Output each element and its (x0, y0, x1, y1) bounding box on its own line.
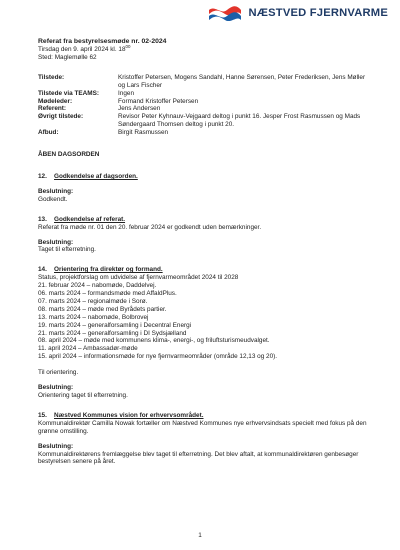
list-item: 08. marts 2024 – møde med Byrådets partier. (38, 305, 167, 313)
section-13-heading (38, 216, 368, 224)
attendance-value: Jens Andersen (118, 105, 161, 113)
attendance-value: Kristoffer Petersen, Mogens Sandahl, Hanne Sørensen, Peter Frederiksen, Jens Møller og Lars Fischer (118, 73, 366, 89)
meeting-date-line (38, 43, 368, 54)
meeting-place: Sted: Maglemølle 62 (38, 53, 97, 61)
company-name: NÆSTVED FJERNVARME (248, 7, 388, 20)
section-body: Kommunaldirektør Camilla Nowak fortæller om Næstved Kommunes nye erhvervsindsats specielt med fokus på den grønne omstilling. (38, 419, 367, 435)
attendance-value: Birgit Rasmussen (118, 129, 169, 137)
page-number: 1 (198, 532, 202, 539)
attendance-label: Referent: (38, 105, 67, 113)
attendance-label: Øvrigt tilstede: (38, 113, 84, 121)
wave-logo-icon (208, 6, 242, 22)
section-title: Orientering fra direktør og formand. (54, 266, 163, 274)
decision-label: Beslutning: (38, 238, 74, 246)
list-item: 19. marts 2024 – generalforsamling i Decentral Energi (38, 321, 192, 329)
list-item: 08. april 2024 – møde med kommunens klima-, energi-, og friluftsturismeudvalget. (38, 337, 270, 345)
section-number: 12. (38, 172, 47, 180)
decision-label: Beslutning: (38, 384, 74, 392)
section-title: Godkendelse af referat. (54, 215, 126, 223)
list-item: Status, projektforslag om udvidelse af fjernvarmeområdet 2024 til 2028 (38, 274, 239, 282)
attendance-block (38, 74, 368, 137)
section-title: Godkendelse af dagsorden. (54, 172, 138, 180)
open-agenda-heading: ÅBEN DAGSORDEN (38, 151, 100, 159)
attendance-row-absent (38, 129, 368, 137)
section-title: Næstved Kommunes vision for erhvervsområdet. (54, 411, 204, 419)
decision-label: Beslutning: (38, 187, 74, 195)
attendance-row-teams (38, 90, 368, 98)
section-15-heading (38, 412, 368, 420)
attendance-label: Tilstede via TEAMS: (38, 89, 99, 97)
list-item: 11. april 2024 – Ambassadør-møde (38, 345, 138, 353)
document-title: Referat fra bestyrelsesmøde nr. 02-2024 (38, 38, 167, 45)
section-body: Referat fra møde nr. 01 den 20. februar 2024 er godkendt uden bemærkninger. (38, 223, 262, 231)
attendance-label: Tilstede: (38, 73, 65, 81)
section-number: 14. (38, 266, 47, 274)
list-item: 06. marts 2024 – formandsmøde med AffaldPlus. (38, 290, 177, 298)
decision-text: Kommunaldirektørens fremlæggelse blev taget til efterretning. Det blev aftalt, at kommunaldirektøren genbesøger bestyrelsen senere på året. (38, 450, 359, 466)
attendance-value: Revisor Peter Kyhnauv-Vejgaard deltog i punkt 16. Jesper Frost Rasmussen og Mads Søndergaard Thomsen deltog i punkt 20. (118, 113, 361, 129)
attendance-label: Afbud: (38, 129, 59, 137)
decision-label: Beslutning: (38, 442, 74, 450)
attendance-row-present (38, 74, 368, 90)
attendance-row-chair (38, 98, 368, 106)
list-item: 13. marts 2024 – nabomøde, Bolbrovej (38, 313, 149, 321)
section-number: 13. (38, 215, 47, 223)
attendance-row-minute-taker (38, 105, 368, 113)
section-number: 15. (38, 411, 47, 419)
section-12-heading (38, 173, 368, 181)
attendance-label: Mødeleder: (38, 97, 73, 105)
company-logo (208, 6, 388, 22)
list-item: 07. marts 2024 – regionalmøde i Sorø. (38, 297, 148, 305)
document-page (38, 38, 368, 466)
decision-text: Taget til efterretning. (38, 246, 96, 254)
list-item: 21. marts 2024 – generalforsamling i DI Sydsjælland (38, 329, 187, 337)
attendance-row-others (38, 113, 368, 129)
meeting-time-superscript: 00 (125, 43, 131, 49)
section-note: Til orientering. (38, 369, 79, 377)
orientation-list (38, 274, 368, 361)
attendance-value: Ingen (118, 89, 134, 97)
list-item: 15. april 2024 – informationsmøde for nye fjernvarmeområder (område 12,13 og 20). (38, 353, 278, 361)
meeting-date: Tirsdag den 9. april 2024 kl. 18 (38, 46, 126, 53)
decision-text: Godkendt. (38, 195, 68, 203)
decision-text: Orientering taget til efterretning. (38, 392, 128, 399)
list-item: 21. februar 2024 – nabomøde, Daddelvej. (38, 282, 157, 290)
attendance-value: Formand Kristoffer Petersen (118, 97, 199, 105)
